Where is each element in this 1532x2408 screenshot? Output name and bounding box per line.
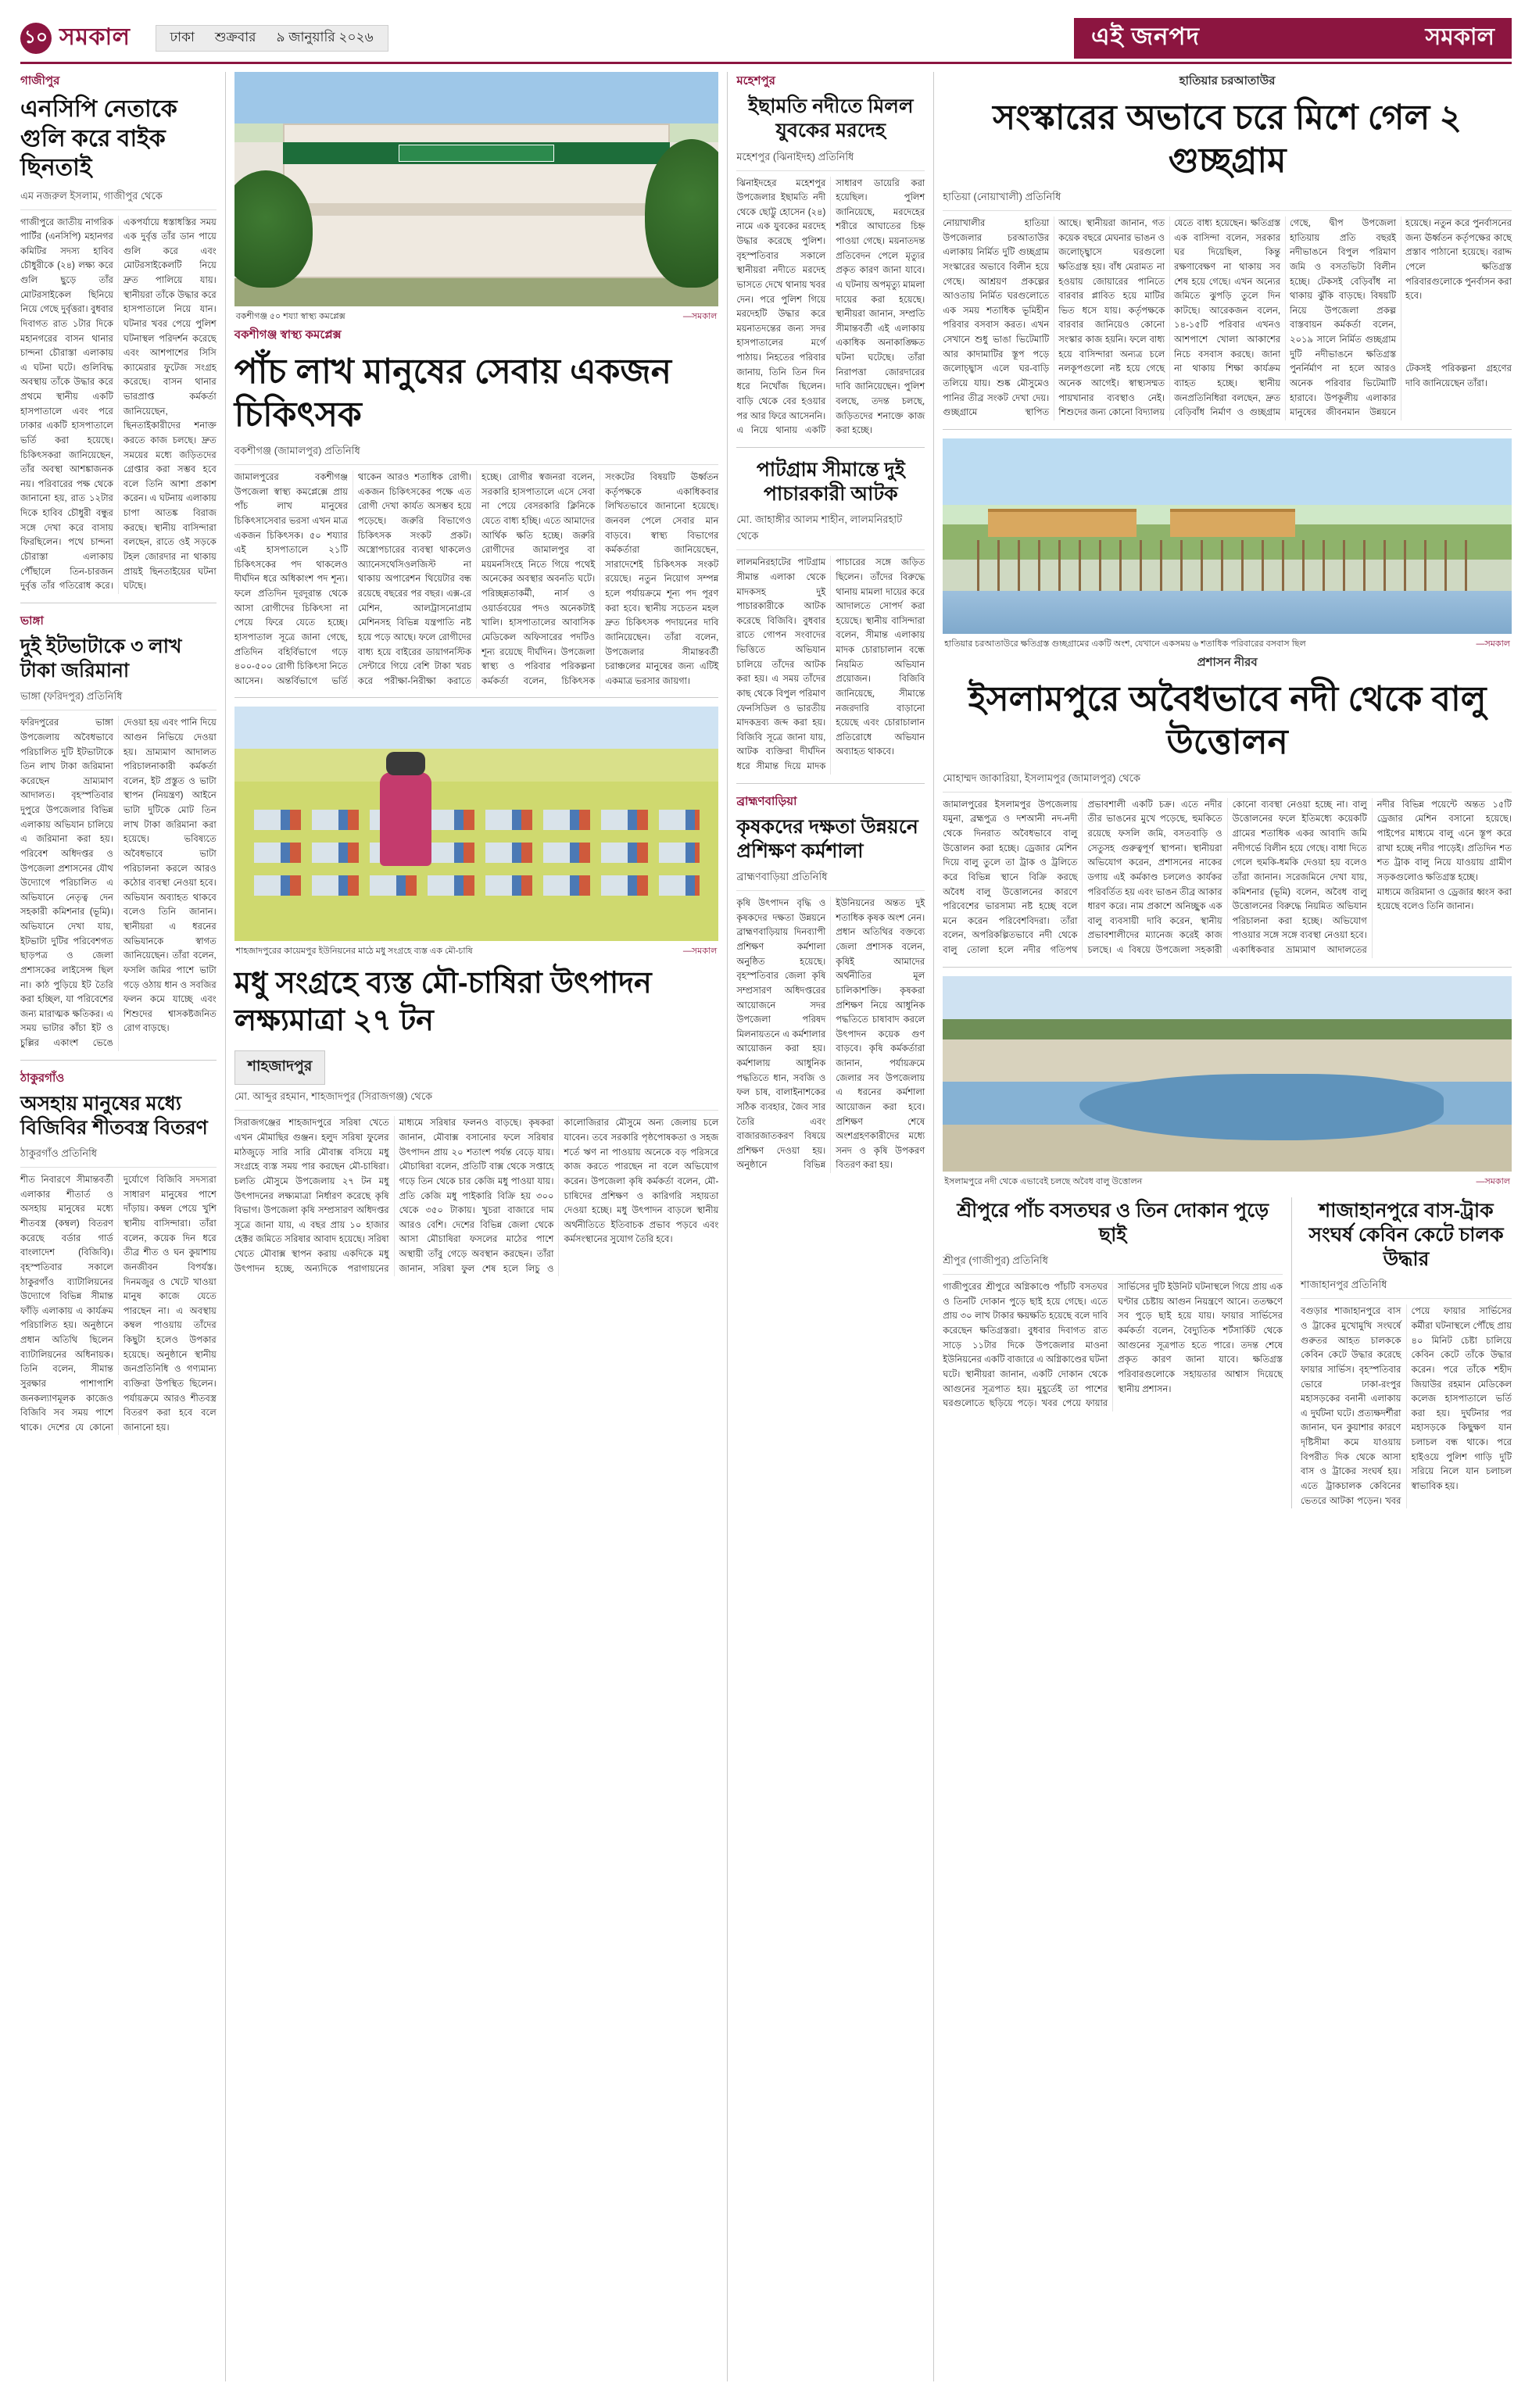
photo-sand-extraction bbox=[943, 976, 1512, 1172]
article-kicker: বকশীগঞ্জ স্বাস্থ্য কমপ্লেক্স bbox=[234, 328, 342, 342]
article-hatiya bbox=[943, 72, 1512, 420]
article-headline: শ্রীপুরে পাঁচ বসতঘর ও তিন দোকান পুড়ে ছাই bbox=[957, 1199, 1269, 1246]
article-body: শীত নিবারণে সীমান্তবর্তী এলাকার শীতার্ত ও অসহায় মানুষের মধ্যে শীতবস্ত্র (কম্বল) বিতরণ করেছে বর্ডার গার্ড বাংলাদেশ (বিজিবি)। বৃহস্পতিবার সকালে ঠাকুরগাঁও ব্যাটালিয়নের উদ্যোগে বিভিন্ন সীমান্ত ফাঁড়ি এলাকায় এ কার্যক্রম পরিচালিত হয়। অনুষ্ঠানে প্রধান অতিথি ছিলেন ব্যাটালিয়নের অধিনায়ক। তিনি বলেন, সীমান্ত সুরক্ষার পাশাপাশি জনকল্যাণমূলক কাজেও বিজিবি সব সময় পাশে থাকে। দেশের যে কোনো দুর্যোগে বিজিবি সদস্যরা সাধারণ মানুষের পাশে দাঁড়ায়। কম্বল পেয়ে খুশি স্থানীয় বাসিন্দারা। তাঁরা বলেন, কয়েক দিন ধরে তীব্র শীত ও ঘন কুয়াশায় জনজীবন বিপর্যস্ত। দিনমজুর ও খেটে খাওয়া মানুষ কাজে যেতে পারছেন না। এ অবস্থায় কম্বল পাওয়ায় তাঁদের কিছুটা হলেও উপকার হয়েছে। অনুষ্ঠানে স্থানীয় জনপ্রতিনিধি ও গণ্যমান্য ব্যক্তিরা উপস্থিত ছিলেন। পর্যায়ক্রমে আরও শীতবস্ত্র বিতরণ করা হবে বলে জানানো হয়। bbox=[20, 1175, 217, 1433]
photo-caption bbox=[943, 634, 1512, 653]
article-headline: পাটগ্রাম সীমান্তে দুই পাচারকারী আটক bbox=[756, 458, 905, 505]
article-body: লালমনিরহাটের পাটগ্রাম সীমান্ত এলাকা থেকে মাদকসহ দুই পাচারকারীকে আটক করেছে বিজিবি। বুধবার রাতে গোপন সংবাদের ভিত্তিতে অভিযান চালিয়ে তাঁদের আটক করা হয়। এ সময় তাঁদের কাছ থেকে বিপুল পরিমাণ ফেনসিডিল ও ভারতীয় মাদকদ্রব্য জব্দ করা হয়। বিজিবি সূত্রে জানা যায়, আটক ব্যক্তিরা দীর্ঘদিন ধরে সীমান্ত দিয়ে মাদক পাচারের সঙ্গে জড়িত ছিলেন। তাঁদের বিরুদ্ধে থানায় মামলা দায়ের করে আদালতে সোপর্দ করা হয়েছে। স্থানীয় বাসিন্দারা বলেন, সীমান্ত এলাকায় মাদক চোরাচালান বন্ধে নিয়মিত অভিযান প্রয়োজন। বিজিবি জানিয়েছে, সীমান্তে নজরদারি বাড়ানো হয়েছে এবং চোরাচালান প্রতিরোধে অভিযান অব্যাহত থাকবে। bbox=[736, 558, 925, 771]
location-tag: শাহজাদপুর bbox=[234, 1050, 326, 1085]
bottom-row bbox=[943, 1197, 1512, 1509]
caption-credit: —সমকাল bbox=[682, 312, 718, 321]
caption-text: শাহজাদপুরের কায়েমপুর ইউনিয়নের মাঠে মধু সংগ্রহে ব্যস্ত এক মৌ-চাষি bbox=[235, 946, 473, 957]
article-thakurgaon bbox=[20, 1069, 217, 1436]
article-byline: এম নজরুল ইসলাম, গাজীপুর থেকে bbox=[20, 189, 217, 210]
article-gazipur bbox=[20, 72, 217, 594]
caption-credit: —সমকাল bbox=[1476, 639, 1510, 649]
article-shahjadpur-bus bbox=[1301, 1197, 1512, 1509]
column-rule bbox=[933, 72, 934, 2381]
article-mohespur bbox=[736, 72, 925, 438]
article-byline: মো. জাহাঙ্গীর আলম শাহীন, লালমনিরহাট থেকে bbox=[736, 513, 925, 550]
article-kicker: ঠাকুরগাঁও bbox=[20, 1071, 65, 1085]
article-body: ফরিদপুরের ভাঙ্গা উপজেলায় অবৈধভাবে পরিচালিত দুটি ইটভাটাকে তিন লাখ টাকা জরিমানা করেছেন ভ্রাম্যমাণ আদালত। বৃহস্পতিবার দুপুরে উপজেলার বিভিন্ন এলাকায় অভিযান চালিয়ে এ জরিমানা করা হয়। পরিবেশ অধিদপ্তর ও উপজেলা প্রশাসনের যৌথ উদ্যোগে পরিচালিত এ অভিযানে নেতৃত্ব দেন সহকারী কমিশনার (ভূমি)। অভিযানে দেখা যায়, ইটভাটা দুটির পরিবেশগত ছাড়পত্র ও জেলা প্রশাসকের লাইসেন্স ছিল না। কাঠ পুড়িয়ে ইট তৈরি করা হচ্ছিল, যা পরিবেশের জন্য মারাত্মক ক্ষতিকর। এ সময় ভাটার কাঁচা ইট ও চুল্লির একাংশ ভেঙে দেওয়া হয় এবং পানি দিয়ে আগুন নিভিয়ে দেওয়া হয়। ভ্রাম্যমাণ আদালত পরিচালনাকারী কর্মকর্তা বলেন, ইট প্রস্তুত ও ভাটা স্থাপন (নিয়ন্ত্রণ) আইনে ভাটা দুটিকে মোট তিন লাখ টাকা জরিমানা করা হয়েছে। ভবিষ্যতে অবৈধভাবে ভাটা পরিচালনা করলে আরও কঠোর ব্যবস্থা নেওয়া হবে। অভিযান অব্যাহত থাকবে বলেও তিনি জানান। স্থানীয়রা এ ধরনের অভিযানকে স্বাগত জানিয়েছেন। তাঁরা বলেন, ফসলি জমির পাশে ভাটা গড়ে ওঠায় ধান ও সবজির ফলন কমে যাচ্ছে এবং শিশুদের শ্বাসকষ্টজনিত রোগ বাড়ছে। bbox=[20, 718, 217, 1048]
article-headline: পাঁচ লাখ মানুষের সেবায় একজন চিকিৎসক bbox=[234, 352, 672, 434]
article-headline: অসহায় মানুষের মধ্যে বিজিবির শীতবস্ত্র বিতরণ bbox=[20, 1092, 208, 1139]
date-day: শুক্রবার bbox=[214, 29, 256, 45]
article-body: জামালপুরের বকশীগঞ্জ উপজেলা স্বাস্থ্য কমপ্লেক্সে প্রায় পাঁচ লাখ মানুষের চিকিৎসাসেবার ভরসা এখন মাত্র একজন চিকিৎসক। ৫০ শয্যার এই হাসপাতালে ২১টি চিকিৎসকের পদ থাকলেও দীর্ঘদিন ধরে অধিকাংশ পদ শূন্য। ফলে প্রতিদিন দূরদূরান্ত থেকে আসা রোগীদের চিকিৎসা না পেয়ে ফিরে যেতে হচ্ছে। হাসপাতাল সূত্রে জানা গেছে, প্রতিদিন বহির্বিভাগে গড়ে ৪০০-৫০০ রোগী চিকিৎসা নিতে আসেন। অন্তর্বিভাগে ভর্তি থাকেন আরও শতাধিক রোগী। একজন চিকিৎসকের পক্ষে এত রোগী দেখা কার্যত অসম্ভব হয়ে পড়েছে। জরুরি বিভাগেও চিকিৎসক সংকট প্রকট। অস্ত্রোপচারের ব্যবস্থা থাকলেও অ্যানেসথেসিওলজিস্ট না থাকায় অপারেশন থিয়েটার বন্ধ রয়েছে বছরের পর বছর। এক্স-রে মেশিন, আলট্রাসনোগ্রাম মেশিনসহ বিভিন্ন যন্ত্রপাতি নষ্ট হয়ে পড়ে আছে। ফলে রোগীদের বাধ্য হয়ে বাইরের ডায়াগনস্টিক সেন্টারে গিয়ে বেশি টাকা খরচ করে পরীক্ষা-নিরীক্ষা করাতে হচ্ছে। রোগীর স্বজনরা বলেন, সরকারি হাসপাতালে এসে সেবা না পেয়ে বেসরকারি ক্লিনিকে যেতে বাধ্য হচ্ছি। এতে আমাদের আর্থিক ক্ষতি হচ্ছে। জরুরি রোগীদের জামালপুর বা ময়মনসিংহে নিতে গিয়ে পথেই অনেকের অবস্থার অবনতি ঘটে। পরিচ্ছন্নতাকর্মী, নার্স ও ওয়ার্ডবয়ের পদও অনেকটাই খালি। হাসপাতালের আবাসিক মেডিকেল অফিসারের পদটিও শূন্য রয়েছে দীর্ঘদিন। উপজেলা স্বাস্থ্য ও পরিবার পরিকল্পনা কর্মকর্তা বলেন, চিকিৎসক সংকটের বিষয়টি ঊর্ধ্বতন কর্তৃপক্ষকে একাধিকবার লিখিতভাবে জানানো হয়েছে। জনবল পেলে সেবার মান বাড়বে। স্বাস্থ্য বিভাগের কর্মকর্তারা জানিয়েছেন, সারাদেশেই চিকিৎসক সংকট রয়েছে। নতুন নিয়োগ সম্পন্ন হলে পর্যায়ক্রমে শূন্য পদ পূরণ করা হবে। স্থানীয় সচেতন মহল দ্রুত চিকিৎসক পদায়নের দাবি জানিয়েছেন। তাঁরা বলেন, উপজেলার সীমান্তবর্তী চরাঞ্চলের মানুষের জন্য এটিই একমাত্র ভরসার জায়গা। bbox=[234, 473, 719, 686]
article-byline: ভাঙ্গা (ফরিদপুর) প্রতিনিধি bbox=[20, 689, 217, 710]
page-number: ১০ bbox=[20, 23, 52, 54]
article-patgram bbox=[736, 456, 925, 775]
divider bbox=[736, 783, 925, 784]
photo-caption bbox=[943, 1172, 1512, 1191]
article-body-cont: জলোচ্ছ্বাস এলে ঘর-বাড়ি তলিয়ে যায়। শুষ্ক মৌসুমেও পানির তীব্র সংকট দেখা দেয়। গুচ্ছগ্রামে স্থাপিত নলকূপগুলো নষ্ট হয়ে গেছে অনেক আগেই। স্বাস্থ্যসম্মত পায়খানার ব্যবস্থাও নেই। শিশুদের জন্য কোনো বিদ্যালয় না থাকায় শিক্ষা কার্যক্রম ব্যাহত হচ্ছে। স্থানীয় জনপ্রতিনিধিরা বলছেন, দ্রুত বেড়িবাঁধ নির্মাণ ও গুচ্ছগ্রাম পুনর্নির্মাণ না হলে আরও অনেক পরিবার ভিটেমাটি হারাবে। উপকূলীয় এলাকার মানুষের জীবনমান উন্নয়নে টেকসই পরিকল্পনা গ্রহণের দাবি জানিয়েছেন তাঁরা। bbox=[943, 364, 1512, 418]
article-body: জামালপুরের ইসলামপুর উপজেলায় যমুনা, ব্রহ্মপুত্র ও দশআনী নদ-নদী থেকে দিনরাত অবৈধভাবে বালু উত্তোলন করা হচ্ছে। ড্রেজার মেশিন দিয়ে বালু তুলে তা ট্রাক ও ট্রলিতে করে বিভিন্ন স্থানে বিক্রি করছে প্রভাবশালী একটি চক্র। এতে নদীর তীর ভাঙনের মুখে পড়েছে, হুমকিতে রয়েছে ফসলি জমি, বসতবাড়ি ও সেতুসহ গুরুত্বপূর্ণ স্থাপনা। স্থানীয়রা অভিযোগ করেন, প্রশাসনের নাকের ডগায় এই কর্মকাণ্ড চললেও কার্যকর কোনো ব্যবস্থা নেওয়া হচ্ছে না। বালু উত্তোলনের ফলে ইতিমধ্যে কয়েকটি গ্রামের শতাধিক একর আবাদি জমি নদীগর্ভে বিলীন হয়ে গেছে। বাধা দিতে গেলে হুমকি-ধমকি দেওয়া হয় বলেও তাঁরা জানান। সরেজমিনে দেখা যায়, নদীর বিভিন্ন পয়েন্টে অন্তত ১৫টি ড্রেজার মেশিন বসানো হয়েছে। পাইপের মাধ্যমে বালু এনে স্তূপ করে রাখা হচ্ছে নদীর পাড়েই। প্রতিদিন শত শত ট্রাক বালু নিয়ে যাওয়ায় গ্রামীণ সড়কগুলোও ক্ষতিগ্রস্ত হচ্ছে। bbox=[943, 800, 1512, 882]
photo-caption bbox=[234, 306, 719, 326]
article-body: গাজীপুরে জাতীয় নাগরিক পার্টির (এনসিপি) মহানগর কমিটির সদস্য হাবিব চৌধুরীকে (২৪) লক্ষ্য করে গুলি ছুড়ে তাঁর মোটরসাইকেল ছিনিয়ে নিয়ে গেছে দুর্বৃত্তরা। বুধবার দিবাগত রাত ১টার দিকে মহানগরের বাসন থানার চান্দনা চৌরাস্তা এলাকায় এ ঘটনা ঘটে। গুলিবিদ্ধ অবস্থায় তাঁকে উদ্ধার করে প্রথমে স্থানীয় একটি হাসপাতালে এবং পরে ঢাকার একটি হাসপাতালে ভর্তি করা হয়েছে। চিকিৎসকরা জানিয়েছেন, তাঁর অবস্থা আশঙ্কাজনক নয়। পরিবারের পক্ষ থেকে জানানো হয়, রাত ১২টার দিকে হাবিব চৌধুরী বন্ধুর সঙ্গে দেখা করে বাসায় ফিরছিলেন। পথে চান্দনা চৌরাস্তা এলাকায় পৌঁছালে তিন-চারজন দুর্বৃত্ত তাঁর গতিরোধ করে। একপর্যায়ে ধস্তাধস্তির সময় এক দুর্বৃত্ত তাঁর ডান পায়ে গুলি করে এবং মোটরসাইকেলটি নিয়ে দ্রুত পালিয়ে যায়। স্থানীয়রা তাঁকে উদ্ধার করে হাসপাতালে নিয়ে যান। ঘটনার খবর পেয়ে পুলিশ ঘটনাস্থল পরিদর্শন করেছে এবং আশপাশের সিসি ক্যামেরার ফুটেজ সংগ্রহ করেছে। বাসন থানার ভারপ্রাপ্ত কর্মকর্তা জানিয়েছেন, ছিনতাইকারীদের শনাক্ত করতে কাজ চলছে। দ্রুত সময়ের মধ্যে জড়িতদের গ্রেপ্তার করা সম্ভব হবে বলে তিনি আশা প্রকাশ করেন। এ ঘটনায় এলাকায় চাপা আতঙ্ক বিরাজ করছে। স্থানীয় বাসিন্দারা বলছেন, রাতে ওই সড়কে টহল জোরদার না থাকায় প্রায়ই ছিনতাইয়ের ঘটনা ঘটছে। bbox=[20, 217, 217, 592]
section-title: এই জনপদ bbox=[1091, 22, 1200, 50]
section-banner bbox=[1074, 18, 1512, 59]
divider bbox=[943, 967, 1512, 968]
divider bbox=[736, 447, 925, 448]
article-headline: ইছামতি নদীতে মিলল যুবকের মরদেহ bbox=[748, 95, 914, 142]
article-headline: সংস্কারের অভাবে চরে মিশে গেল ২ গুচ্ছগ্রাম bbox=[993, 98, 1462, 180]
photo-health-complex bbox=[234, 72, 719, 306]
page-content bbox=[20, 72, 1512, 2381]
column-1 bbox=[20, 72, 217, 2381]
column-3 bbox=[736, 72, 925, 2381]
article-headline: মধু সংগ্রহে ব্যস্ত মৌ-চাষিরা উৎপাদন লক্ষ্যমাত্রা ২৭ টন bbox=[234, 967, 652, 1037]
article-body: ঝিনাইদহের মহেশপুর উপজেলার ইছামতি নদী থেকে ছোট্টু হোসেন (২৪) নামে এক যুবকের মরদেহ উদ্ধার করেছে পুলিশ। বৃহস্পতিবার সকালে স্থানীয়রা নদীতে মরদেহ ভাসতে দেখে থানায় খবর দেন। পরে পুলিশ গিয়ে মরদেহটি উদ্ধার করে ময়নাতদন্তের জন্য সদর হাসপাতালের মর্গে পাঠায়। নিহতের পরিবার জানায়, তিনি তিন দিন ধরে নিখোঁজ ছিলেন। বাড়ি থেকে বের হওয়ার পর আর ফিরে আসেননি। এ নিয়ে থানায় একটি সাধারণ ডায়েরি করা হয়েছিল। পুলিশ জানিয়েছে, মরদেহের শরীরে আঘাতের চিহ্ন পাওয়া গেছে। ময়নাতদন্ত প্রতিবেদন পেলে মৃত্যুর প্রকৃত কারণ জানা যাবে। এ ঘটনায় অপমৃত্যু মামলা দায়ের করা হয়েছে। স্থানীয়রা জানান, সম্প্রতি সীমান্তবর্তী এই এলাকায় একাধিক অনাকাঙ্ক্ষিত ঘটনা ঘটেছে। তাঁরা নিরাপত্তা জোরদারের দাবি জানিয়েছেন। পুলিশ বলছে, তদন্ত চলছে, জড়িতদের শনাক্তে কাজ করা হচ্ছে। bbox=[736, 178, 925, 436]
article-byline: ব্রাহ্মণবাড়িয়া প্রতিনিধি bbox=[736, 870, 925, 891]
caption-credit: —সমকাল bbox=[1476, 1176, 1510, 1186]
article-headline: কৃষকদের দক্ষতা উন্নয়নে প্রশিক্ষণ কর্মশালা bbox=[736, 815, 918, 862]
article-headline: এনসিপি নেতাকে গুলি করে বাইক ছিনতাই bbox=[20, 96, 177, 181]
article-body: নোয়াখালীর হাতিয়া উপজেলার চরআতাউর এলাকায় নির্মিত দুটি গুচ্ছগ্রাম সংস্কারের অভাবে বিলীন হয়ে গেছে। আশ্রয়ণ প্রকল্পের আওতায় নির্মিত ঘরগুলোতে এক সময় শতাধিক ভূমিহীন পরিবার বসবাস করত। এখন সেখানে শুধু ভাঙা ভিটেমাটি আর কাদামাটির স্তূপ পড়ে আছে। স্থানীয়রা জানান, গত কয়েক বছরে মেঘনার ভাঙন ও জলোচ্ছ্বাসে ঘরগুলো ক্ষতিগ্রস্ত হয়। বাঁধ মেরামত না হওয়ায় জোয়ারের পানিতে বারবার প্লাবিত হয়ে মাটির ভিত ধসে যায়। কর্তৃপক্ষকে বারবার জানিয়েও কোনো সংস্কার কাজ হয়নি। ফলে বাধ্য হয়ে বাসিন্দারা অন্যত্র চলে যেতে বাধ্য হয়েছেন। ক্ষতিগ্রস্ত এক বাসিন্দা বলেন, সরকার ঘর দিয়েছিল, কিন্তু রক্ষণাবেক্ষণ না থাকায় সব শেষ হয়ে গেছে। এখন অন্যের জমিতে ঝুপড়ি তুলে দিন কাটছে। আরেকজন বলেন, ১৪-১৫টি পরিবার এখনও আশপাশে খোলা আকাশের নিচে বসবাস করছে। জানা গেছে, দ্বীপ উপজেলা হাতিয়ায় প্রতি বছরই নদীভাঙনে বিপুল পরিমাণ জমি ও বসতভিটা বিলীন হচ্ছে। টেকসই বেড়িবাঁধ না থাকায় ঝুঁকি বাড়ছে। বিষয়টি নিয়ে উপজেলা প্রকল্প বাস্তবায়ন কর্মকর্তা বলেন, ২০১৯ সালে নির্মিত গুচ্ছগ্রাম দুটি নদীভাঙনে ক্ষতিগ্রস্ত হয়েছে। নতুন করে পুনর্বাসনের জন্য ঊর্ধ্বতন কর্তৃপক্ষের কাছে প্রস্তাব পাঠানো হয়েছে। বরাদ্দ পেলে ক্ষতিগ্রস্ত পরিবারগুলোকে পুনর্বাসন করা হবে। bbox=[943, 219, 1512, 360]
article-kicker: ভাঙ্গা bbox=[20, 614, 44, 628]
divider bbox=[20, 1060, 217, 1061]
article-kicker: ব্রাহ্মণবাড়িয়া bbox=[736, 794, 797, 808]
article-headline: ইসলামপুরে অবৈধভাবে নদী থেকে বালু উত্তোলন bbox=[968, 679, 1487, 761]
article-byline: মহেশপুর (ঝিনাইদহ) প্রতিনিধি bbox=[736, 150, 925, 171]
photo-gucchogram bbox=[943, 438, 1512, 634]
article-headline: শাজাহানপুরে বাস-ট্রাক সংঘর্ষ কেবিন কেটে চালক উদ্ধার bbox=[1308, 1199, 1504, 1271]
photo-honey-farmer bbox=[234, 707, 719, 941]
caption-text: বকশীগঞ্জ ৫০ শয্যা স্বাস্থ্য কমপ্লেক্স bbox=[235, 312, 345, 321]
article-body-cont: অবৈধ বালু উত্তোলনের কারণে পরিবেশের ভারসাম্য নষ্ট হচ্ছে বলে মনে করেন পরিবেশবিদরা। তাঁরা বলেন, অপরিকল্পিতভাবে নদী থেকে বালু তোলা হলে নদীর গতিপথ পরিবর্তিত হয় এবং ভাঙন তীব্র আকার ধারণ করে। নাম প্রকাশে অনিচ্ছুক এক বালু ব্যবসায়ী দাবি করেন, স্থানীয় প্রভাবশালীদের ম্যানেজ করেই কাজ চলছে। এ বিষয়ে উপজেলা সহকারী কমিশনার (ভূমি) বলেন, অবৈধ বালু উত্তোলনের বিরুদ্ধে নিয়মিত অভিযান পরিচালনা করা হচ্ছে। অভিযোগ পাওয়ার সঙ্গে সঙ্গে ব্যবস্থা নেওয়া হবে। একাধিকবার ভ্রাম্যমাণ আদালতের মাধ্যমে জরিমানা ও ড্রেজার ধ্বংস করা হয়েছে বলেও তিনি জানান। bbox=[943, 887, 1512, 955]
article-sriupr bbox=[943, 1197, 1283, 1509]
article-body: বগুড়ার শাজাহানপুরে বাস ও ট্রাকের মুখোমুখি সংঘর্ষে গুরুতর আহত চালককে কেবিন কেটে উদ্ধার করেছে ফায়ার সার্ভিস। বৃহস্পতিবার ভোরে ঢাকা-রংপুর মহাসড়কের বনানী এলাকায় এ দুর্ঘটনা ঘটে। প্রত্যক্ষদর্শীরা জানান, ঘন কুয়াশার কারণে দৃষ্টিসীমা কমে যাওয়ায় বিপরীত দিক থেকে আসা বাস ও ট্রাকের সংঘর্ষ হয়। এতে ট্রাকচালক কেবিনের ভেতরে আটকা পড়েন। খবর পেয়ে ফায়ার সার্ভিসের কর্মীরা ঘটনাস্থলে পৌঁছে প্রায় ৪০ মিনিট চেষ্টা চালিয়ে কেবিন কেটে তাঁকে উদ্ধার করেন। পরে তাঁকে শহীদ জিয়াউর রহমান মেডিকেল কলেজ হাসপাতালে ভর্তি করা হয়। দুর্ঘটনার পর মহাসড়কে কিছুক্ষণ যান চলাচল বন্ধ থাকে। পরে হাইওয়ে পুলিশ গাড়ি দুটি সরিয়ে নিলে যান চলাচল স্বাভাবিক হয়। bbox=[1301, 1307, 1512, 1506]
article-islampur bbox=[943, 653, 1512, 958]
caption-credit: —সমকাল bbox=[682, 946, 718, 957]
article-byline: বকশীগঞ্জ (জামালপুর) প্রতিনিধি bbox=[234, 444, 719, 465]
column-4 bbox=[943, 72, 1512, 2381]
date-full: ৯ জানুয়ারি ২০২৬ bbox=[276, 29, 374, 45]
article-kicker: গাজীপুর bbox=[20, 74, 60, 88]
article-brahmanbaria bbox=[736, 793, 925, 1173]
article-headline: দুই ইটভাটাকে ৩ লাখ টাকা জরিমানা bbox=[20, 635, 182, 682]
brand-mark: সমকাল bbox=[1425, 24, 1494, 50]
article-body: গাজীপুরের শ্রীপুরে অগ্নিকাণ্ডে পাঁচটি বসতঘর ও তিনটি দোকান পুড়ে ছাই হয়ে গেছে। এতে প্রায় ৩০ লাখ টাকার ক্ষয়ক্ষতি হয়েছে বলে দাবি করেছেন ক্ষতিগ্রস্তরা। বুধবার দিবাগত রাত সাড়ে ১১টার দিকে উপজেলার মাওনা ইউনিয়নের একটি বাজারে এ অগ্নিকাণ্ডের ঘটনা ঘটে। স্থানীয়রা জানান, একটি দোকান থেকে আগুনের সূত্রপাত হয়। মুহূর্তেই তা পাশের ঘরগুলোতে ছড়িয়ে পড়ে। খবর পেয়ে ফায়ার সার্ভিসের দুটি ইউনিট ঘটনাস্থলে গিয়ে প্রায় এক ঘণ্টার চেষ্টায় আগুন নিয়ন্ত্রণে আনে। ততক্ষণে সব পুড়ে ছাই হয়ে যায়। ফায়ার সার্ভিসের কর্মকর্তা বলেন, বৈদ্যুতিক শর্টসার্কিট থেকে আগুনের সূত্রপাত হতে পারে। তদন্ত শেষে প্রকৃত কারণ জানা যাবে। ক্ষতিগ্রস্ত পরিবারগুলোকে সহায়তার আশ্বাস দিয়েছে স্থানীয় প্রশাসন। bbox=[943, 1283, 1283, 1409]
article-body: কৃষি উৎপাদন বৃদ্ধি ও কৃষকদের দক্ষতা উন্নয়নে ব্রাহ্মণবাড়িয়ায় দিনব্যাপী প্রশিক্ষণ কর্মশালা অনুষ্ঠিত হয়েছে। বৃহস্পতিবার জেলা কৃষি সম্প্রসারণ অধিদপ্তরের আয়োজনে সদর উপজেলা পরিষদ মিলনায়তনে এ কর্মশালার আয়োজন করা হয়। কর্মশালায় আধুনিক পদ্ধতিতে ধান, সবজি ও ফল চাষ, বালাইনাশকের সঠিক ব্যবহার, জৈব সার তৈরি এবং বাজারজাতকরণ বিষয়ে প্রশিক্ষণ দেওয়া হয়। অনুষ্ঠানে বিভিন্ন ইউনিয়নের অন্তত দুই শতাধিক কৃষক অংশ নেন। প্রধান অতিথির বক্তব্যে জেলা প্রশাসক বলেন, কৃষিই আমাদের অর্থনীতির মূল চালিকাশক্তি। কৃষকরা প্রশিক্ষণ নিয়ে আধুনিক পদ্ধতিতে চাষাবাদ করলে উৎপাদন কয়েক গুণ বাড়বে। কৃষি কর্মকর্তারা জানান, পর্যায়ক্রমে জেলার সব উপজেলায় এ ধরনের কর্মশালা আয়োজন করা হবে। প্রশিক্ষণ শেষে অংশগ্রহণকারীদের মধ্যে সনদ ও কৃষি উপকরণ বিতরণ করা হয়। bbox=[736, 899, 925, 1171]
column-rule bbox=[1291, 1197, 1292, 1509]
article-byline: মোহাম্মদ জাকারিয়া, ইসলামপুর (জামালপুর) থেকে bbox=[943, 771, 1512, 793]
divider bbox=[234, 697, 719, 698]
article-kicker: মহেশপুর bbox=[736, 74, 775, 88]
article-kicker: প্রশাসন নীরব bbox=[1197, 655, 1258, 669]
divider bbox=[943, 429, 1512, 430]
photo-caption bbox=[234, 941, 719, 961]
masthead-spacer bbox=[388, 14, 1074, 62]
article-honey bbox=[234, 961, 719, 1276]
masthead-left bbox=[20, 14, 388, 62]
article-byline: শাজাহানপুর প্রতিনিধি bbox=[1301, 1278, 1512, 1299]
article-kicker: হাতিয়ার চরআতাউর bbox=[1179, 74, 1276, 88]
masthead bbox=[20, 14, 1512, 64]
article-byline: ঠাকুরগাঁও প্রতিনিধি bbox=[20, 1147, 217, 1168]
article-body: সিরাজগঞ্জের শাহজাদপুরে সরিষা খেতে এখন মৌমাছির গুঞ্জন। হলুদ সরিষা ফুলের মাঠজুড়ে সারি সারি মৌবাক্স বসিয়ে মধু সংগ্রহে ব্যস্ত সময় পার করছেন মৌ-চাষিরা। চলতি মৌসুমে উপজেলায় ২৭ টন মধু উৎপাদনের লক্ষ্যমাত্রা নির্ধারণ করেছে কৃষি বিভাগ। উপজেলা কৃষি সম্প্রসারণ অধিদপ্তর সূত্রে জানা যায়, এ বছর প্রায় ১০ হাজার হেক্টর জমিতে সরিষার আবাদ হয়েছে। সরিষা খেতে মৌবাক্স স্থাপন করায় একদিকে মধু উৎপাদন হচ্ছে, অন্যদিকে পরাগায়নের মাধ্যমে সরিষার ফলনও বাড়ছে। কৃষকরা জানান, মৌবাক্স বসানোর ফলে সরিষার উৎপাদন প্রায় ২০ শতাংশ পর্যন্ত বেড়ে যায়। মৌচাষিরা বলেন, প্রতিটি বাক্স থেকে সপ্তাহে গড়ে তিন থেকে চার কেজি মধু পাওয়া যায়। প্রতি কেজি মধু পাইকারি বিক্রি হয় ৩০০ থেকে ৩৫০ টাকায়। খুচরা বাজারে দাম আরও বেশি। দেশের বিভিন্ন জেলা থেকে আসা মৌচাষিরা ফসলের মাঠের পাশে অস্থায়ী তাঁবু গেড়ে অবস্থান করছেন। তাঁরা জানান, সরিষা ফুল শেষ হলে লিচু ও কালোজিরার মৌসুমে অন্য জেলায় চলে যাবেন। তবে সরকারি পৃষ্ঠপোষকতা ও সহজ শর্তে ঋণ না পাওয়ায় অনেকে বড় পরিসরে কাজ করতে পারছেন না বলে অভিযোগ করেন। উপজেলা কৃষি কর্মকর্তা বলেন, মৌ-চাষিদের প্রশিক্ষণ ও কারিগরি সহায়তা দেওয়া হচ্ছে। মধু উৎপাদন বাড়লে স্থানীয় অর্থনীতিতে ইতিবাচক প্রভাব পড়বে এবং কর্মসংস্থানের সুযোগ তৈরি হবে। bbox=[234, 1118, 719, 1274]
caption-text: ইসলামপুরে নদী থেকে এভাবেই চলছে অবৈধ বালু উত্তোলন bbox=[944, 1176, 1143, 1186]
date-place: ঢাকা bbox=[170, 29, 195, 45]
newspaper-logo: সমকাল bbox=[59, 24, 131, 50]
article-health-complex bbox=[234, 326, 719, 689]
column-rule bbox=[225, 72, 226, 2381]
article-byline: শ্রীপুর (গাজীপুর) প্রতিনিধি bbox=[943, 1254, 1283, 1275]
column-rule bbox=[727, 72, 728, 2381]
article-bhanga bbox=[20, 612, 217, 1051]
article-byline: হাতিয়া (নোয়াখালী) প্রতিনিধি bbox=[943, 190, 1512, 211]
column-2 bbox=[234, 72, 719, 2381]
article-byline: মো. আব্দুর রহমান, শাহজাদপুর (সিরাজগঞ্জ) থেকে bbox=[234, 1090, 719, 1111]
date-bar bbox=[156, 25, 388, 52]
caption-text: হাতিয়ার চরআতাউরে ক্ষতিগ্রস্ত গুচ্ছগ্রামের একটি অংশ, যেখানে একসময় ৬ শতাধিক পরিবারের বসবাস ছিল bbox=[944, 639, 1306, 649]
